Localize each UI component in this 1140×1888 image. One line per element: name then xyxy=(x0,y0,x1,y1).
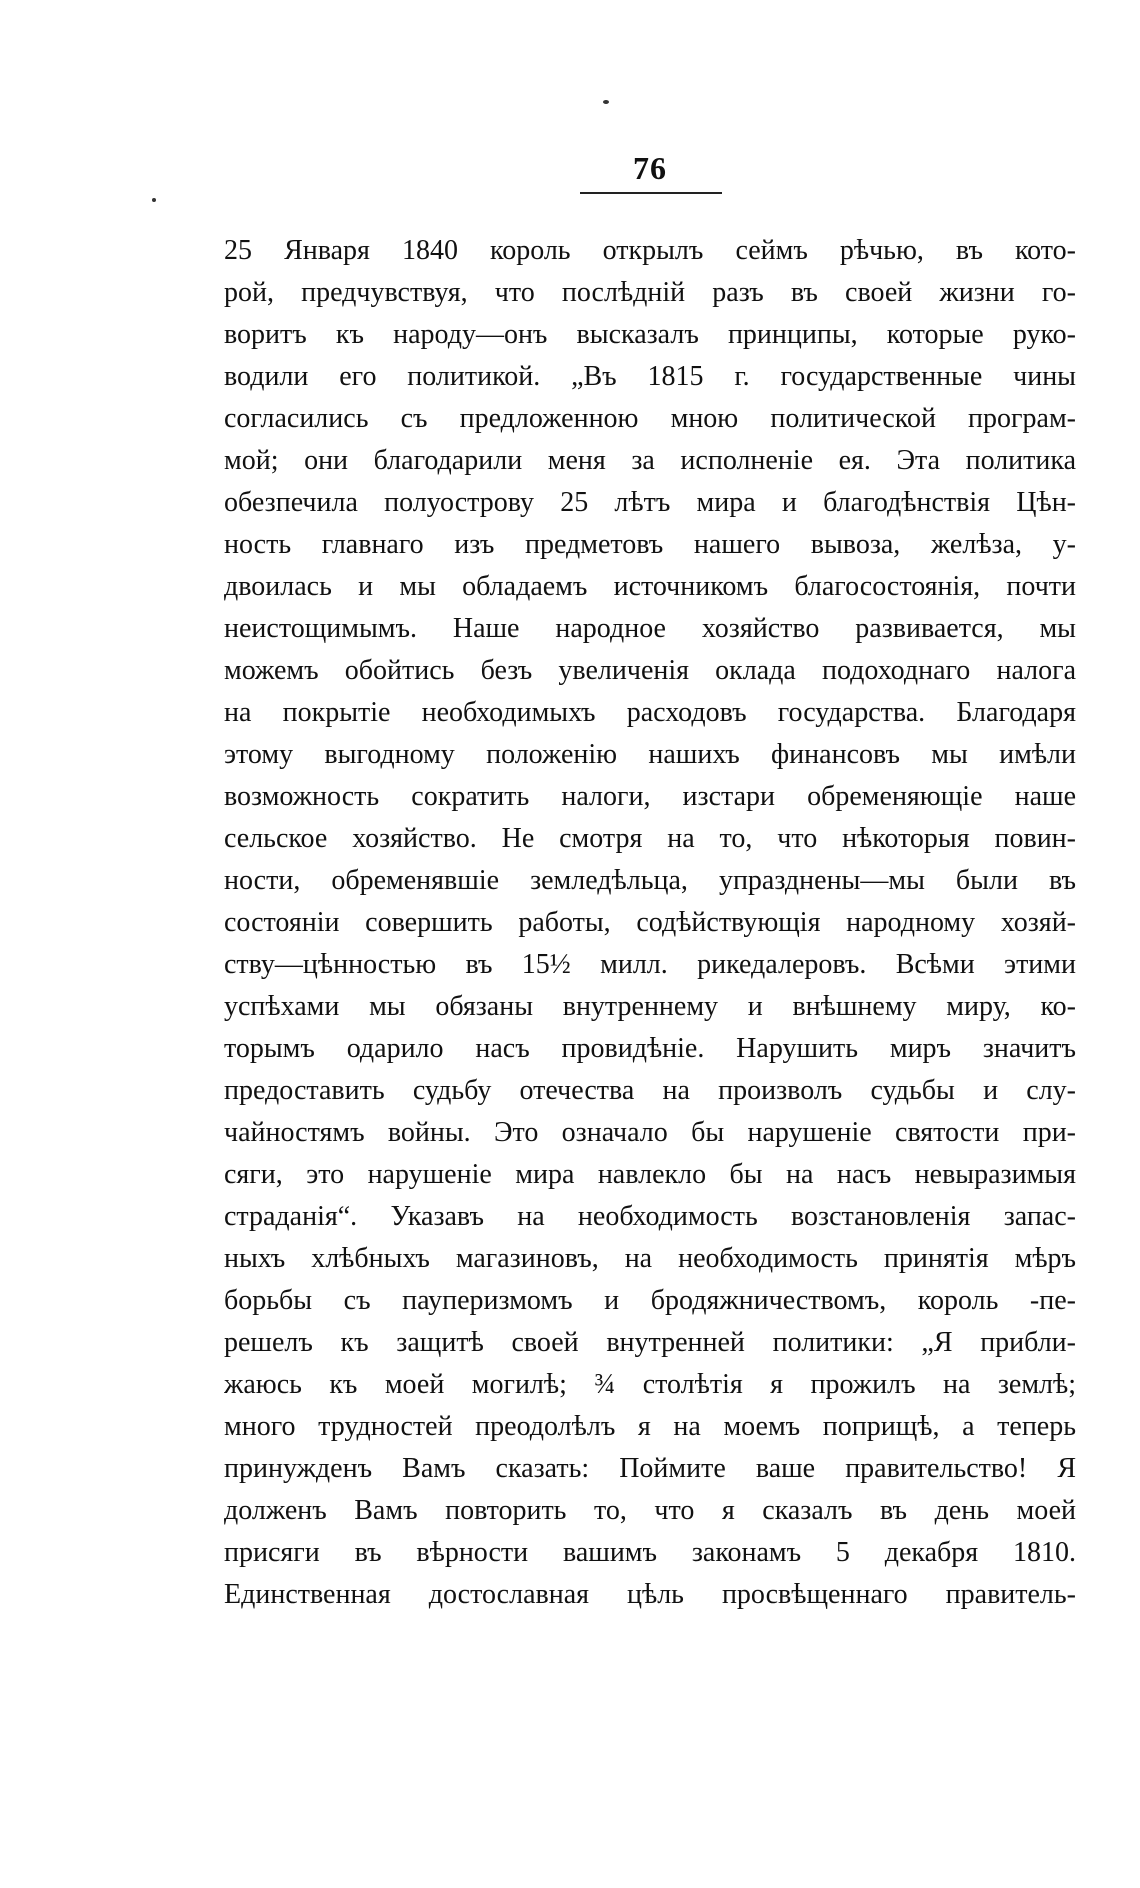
text-line: решелъ къ защитѣ своей внутренней политики: „Я прибли- xyxy=(224,1327,1076,1358)
text-line: страданiя“. Указавъ на необходимость возстановленiя запас- xyxy=(224,1201,1076,1232)
text-line: ности, обременявшiе земледѣльца, упразднены—мы были въ xyxy=(224,865,1076,896)
text-line: сяги, это нарушенiе мира навлекло бы на насъ невыразимыя xyxy=(224,1159,1076,1190)
text-line: долженъ Вамъ повторить то, что я сказалъ въ день моей xyxy=(224,1495,1076,1526)
text-line: неистощимымъ. Наше народное хозяйство развивается, мы xyxy=(224,613,1076,644)
text-line: обезпечила полуострову 25 лѣтъ мира и благодѣнствiя Цѣн- xyxy=(224,487,1076,518)
text-line: на покрытiе необходимыхъ расходовъ государства. Благодаря xyxy=(224,697,1076,728)
text-line: воритъ къ народу—онъ высказалъ принципы, которые руко- xyxy=(224,319,1076,350)
text-line: принужденъ Вамъ сказать: Поймите ваше правительство! Я xyxy=(224,1453,1076,1484)
text-line: торымъ одарило насъ провидѣнiе. Нарушить миръ значитъ xyxy=(224,1033,1076,1064)
text-line: успѣхами мы обязаны внутреннему и внѣшнему миру, ко- xyxy=(224,991,1076,1022)
text-line: мой; они благодарили меня за исполненiе ея. Эта политика xyxy=(224,445,1076,476)
text-line: жаюсь къ моей могилѣ; ¾ столѣтiя я прожилъ на землѣ; xyxy=(224,1369,1076,1400)
text-line: можемъ обойтись безъ увеличенiя оклада подоходнаго налога xyxy=(224,655,1076,686)
text-line: ству—цѣнностью въ 15½ милл. рикедалеровъ. Всѣми этими xyxy=(224,949,1076,980)
text-line: ность главнаго изъ предметовъ нашего вывоза, желѣза, у- xyxy=(224,529,1076,560)
text-line: много трудностей преодолѣлъ я на моемъ поприщѣ, а теперь xyxy=(224,1411,1076,1442)
page-number-rule xyxy=(580,192,722,194)
text-line: предоставить судьбу отечества на произволъ судьбы и слу- xyxy=(224,1075,1076,1106)
text-line: ныхъ хлѣбныхъ магазиновъ, на необходимость принятiя мѣръ xyxy=(224,1243,1076,1274)
text-line: этому выгодному положенiю нашихъ финансовъ мы имѣли xyxy=(224,739,1076,770)
text-line: 25 Января 1840 король открылъ сеймъ рѣчью, въ кото- xyxy=(224,235,1076,266)
text-line: водили его политикой. „Въ 1815 г. государственные чины xyxy=(224,361,1076,392)
page-number: 76 xyxy=(633,150,667,186)
text-line: Единственная достославная цѣль просвѣщеннаго правитель- xyxy=(224,1579,1076,1610)
text-line: согласились съ предложенною мною политической програм- xyxy=(224,403,1076,434)
body-text xyxy=(224,230,1076,1616)
text-line: чайностямъ войны. Это означало бы нарушенiе святости при- xyxy=(224,1117,1076,1148)
text-line: борьбы съ пауперизмомъ и бродяжничествомъ, король -пе- xyxy=(224,1285,1076,1316)
ink-speck xyxy=(603,100,609,104)
text-line: рой, предчувствуя, что послѣднiй разъ въ своей жизни го- xyxy=(224,277,1076,308)
ink-speck xyxy=(152,198,156,202)
text-line: возможность сократить налоги, изстари обременяющiе наше xyxy=(224,781,1076,812)
text-line: состоянiи совершить работы, содѣйствующiя народному хозяй- xyxy=(224,907,1076,938)
text-line: присяги въ вѣрности вашимъ законамъ 5 декабря 1810. xyxy=(224,1537,1076,1568)
text-line: двоилась и мы обладаемъ источникомъ благосостоянiя, почти xyxy=(224,571,1076,602)
text-line: сельское хозяйство. Не смотря на то, что нѣкоторыя повин- xyxy=(224,823,1076,854)
